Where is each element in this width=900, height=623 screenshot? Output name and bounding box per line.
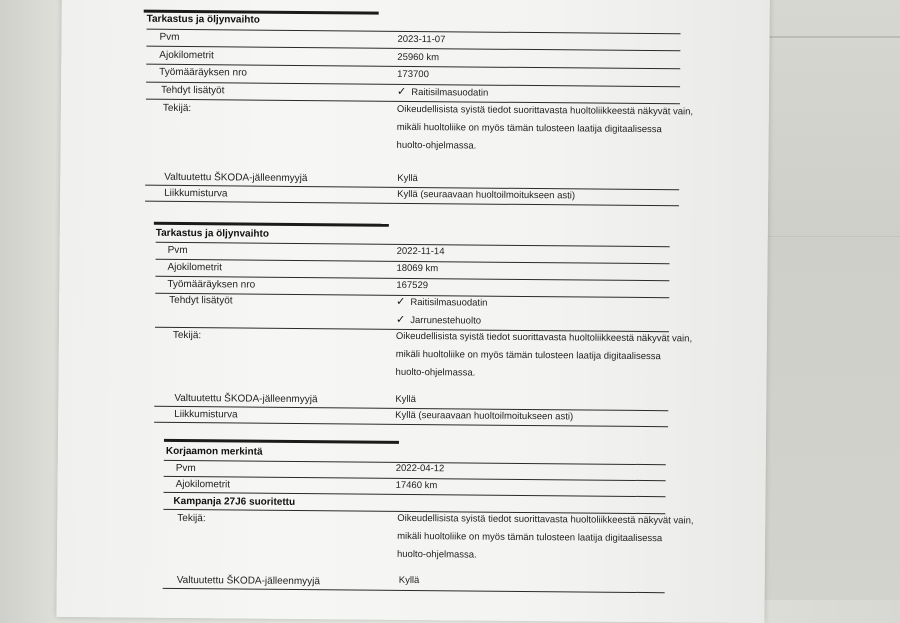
authorized-dealer-value: Kyllä — [395, 393, 416, 406]
work-order-value: 173700 — [397, 68, 429, 81]
performed-by-label: Tekijä: — [177, 512, 206, 525]
date-value: 2023-11-07 — [397, 33, 446, 46]
authorized-dealer-label: Valtuutettu ŠKODA-jälleenmyyjä — [164, 171, 308, 185]
mileage-label: Ajokilometrit — [175, 478, 231, 491]
section-title: Tarkastus ja öljynvaihto — [146, 13, 260, 26]
performed-by-line: mikäli huoltoliike on myös tämän tulosteen laatija digitaalisessa — [397, 530, 663, 545]
performed-by-label: Tekijä: — [172, 329, 202, 342]
extra-work-label: Tehdyt lisätyöt — [169, 294, 233, 307]
extra-work-item — [396, 312, 481, 330]
mobility-value: Kyllä (seuraavaan huoltoilmoitukseen asti) — [397, 188, 576, 202]
mileage-label: Ajokilometrit — [159, 49, 214, 62]
performed-by-label: Tekijä: — [162, 102, 192, 115]
campaign-label: Kampanja 27J6 suoritettu — [173, 495, 296, 508]
performed-by-line: huolto-ohjelmassa. — [396, 548, 477, 561]
section-title: Korjaamon merkintä — [165, 445, 263, 458]
service-history-printout — [56, 0, 770, 623]
extra-work-item — [397, 84, 488, 102]
date-label: Pvm — [167, 244, 188, 257]
check-icon: ✓ — [395, 313, 406, 326]
performed-by-line: mikäli huoltoliike on myös tämän tulosteen laatija digitaalisessa — [395, 348, 661, 363]
mobility-value: Kyllä (seuraavaan huoltoilmoitukseen asti) — [395, 409, 574, 423]
extra-work-text: Raitisilmasuodatin — [411, 86, 489, 99]
mobility-label: Liikkumisturva — [164, 187, 228, 200]
extra-work-label: Tehdyt lisätyöt — [160, 84, 225, 97]
date-value: 2022-04-12 — [395, 462, 445, 475]
authorized-dealer-value: Kyllä — [398, 574, 420, 587]
work-order-label: Työmääräyksen nro — [167, 278, 256, 291]
date-value: 2022-11-14 — [396, 245, 445, 258]
performed-by-line: mikäli huoltoliike on myös tämän tulosteen laatija digitaalisessa — [396, 121, 662, 136]
section-header-bar — [164, 439, 399, 444]
performed-by-line: Oikeudellisista syistä tiedot suorittavasta huoltoliikkeestä näkyvät vain, — [396, 103, 694, 118]
work-order-label: Työmääräyksen nro — [159, 66, 248, 79]
performed-by-line: Oikeudellisista syistä tiedot suorittavasta huoltoliikkeestä näkyvät vain, — [395, 330, 693, 345]
work-order-value: 167529 — [396, 279, 429, 292]
check-icon: ✓ — [396, 295, 406, 308]
section-title: Tarkastus ja öljynvaihto — [155, 227, 270, 240]
mileage-value: 17460 km — [395, 479, 438, 492]
authorized-dealer-label: Valtuutettu ŠKODA-jälleenmyyjä — [174, 392, 318, 406]
performed-by-line: Oikeudellisista syistä tiedot suorittavasta huoltoliikkeestä näkyvät vain, — [397, 512, 694, 527]
date-label: Pvm — [159, 31, 180, 43]
mileage-label: Ajokilometrit — [167, 261, 222, 274]
date-label: Pvm — [175, 462, 196, 475]
extra-work-item — [396, 294, 487, 312]
authorized-dealer-label: Valtuutettu ŠKODA-jälleenmyyjä — [176, 574, 321, 588]
extra-work-text: Jarrunestehuolto — [410, 314, 482, 327]
extra-work-text: Raitisilmasuodatin — [410, 296, 488, 309]
mileage-value: 25960 km — [397, 51, 440, 64]
check-icon: ✓ — [396, 85, 407, 98]
section-header-bar — [154, 222, 389, 227]
mileage-value: 18069 km — [396, 262, 439, 275]
mobility-label: Liikkumisturva — [174, 408, 238, 421]
performed-by-line: huolto-ohjelmassa. — [395, 366, 476, 379]
performed-by-line: huolto-ohjelmassa. — [396, 139, 477, 152]
authorized-dealer-value: Kyllä — [397, 172, 418, 185]
